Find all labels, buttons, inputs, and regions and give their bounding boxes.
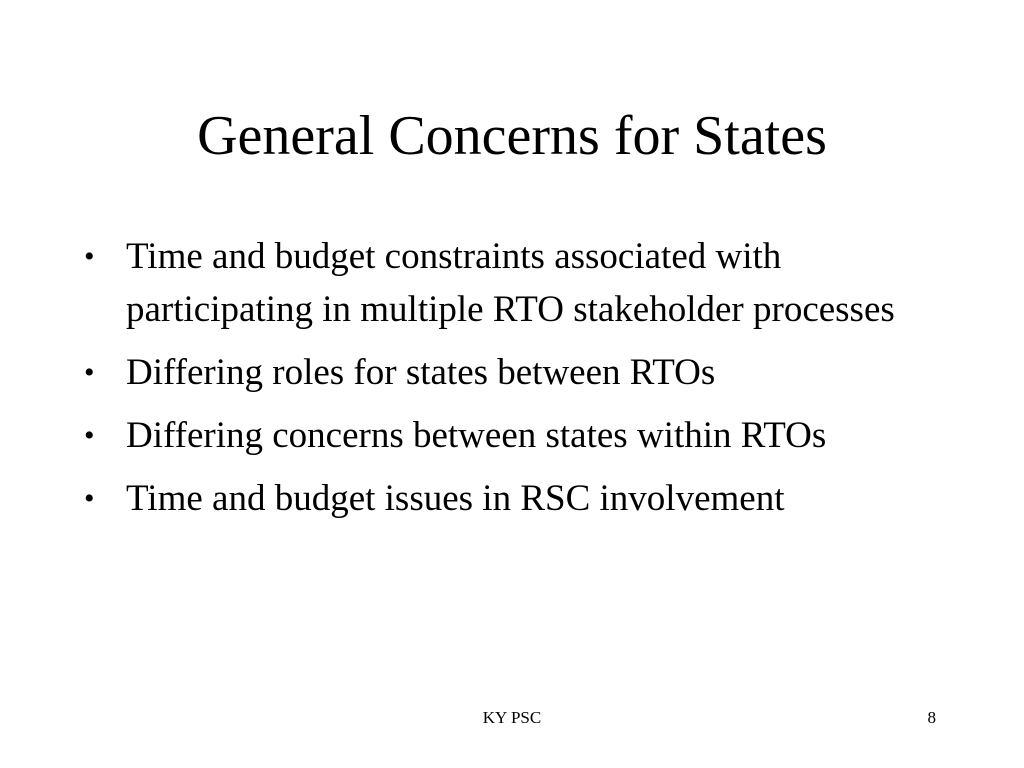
slide-title: General Concerns for States: [197, 105, 827, 167]
bullet-list: [82, 230, 962, 535]
bullet-icon: •: [84, 356, 95, 389]
bullet-icon: •: [84, 419, 95, 452]
bullet-item: [82, 230, 962, 336]
bullet-text: Time and budget issues in RSC involvement: [126, 478, 785, 519]
bullet-item: [82, 472, 962, 525]
footer-text: KY PSC: [482, 708, 542, 727]
page-number: 8: [927, 708, 936, 727]
bullet-item: [82, 409, 962, 462]
bullet-icon: •: [84, 482, 95, 515]
bullet-text: Differing roles for states between RTOs: [126, 352, 716, 393]
bullet-text: Time and budget constraints associated with participating in multiple RTO stakeholder processes: [126, 236, 895, 330]
bullet-icon: •: [84, 240, 95, 273]
bullet-item: [82, 346, 962, 399]
bullet-text: Differing concerns between states within RTOs: [126, 415, 827, 456]
